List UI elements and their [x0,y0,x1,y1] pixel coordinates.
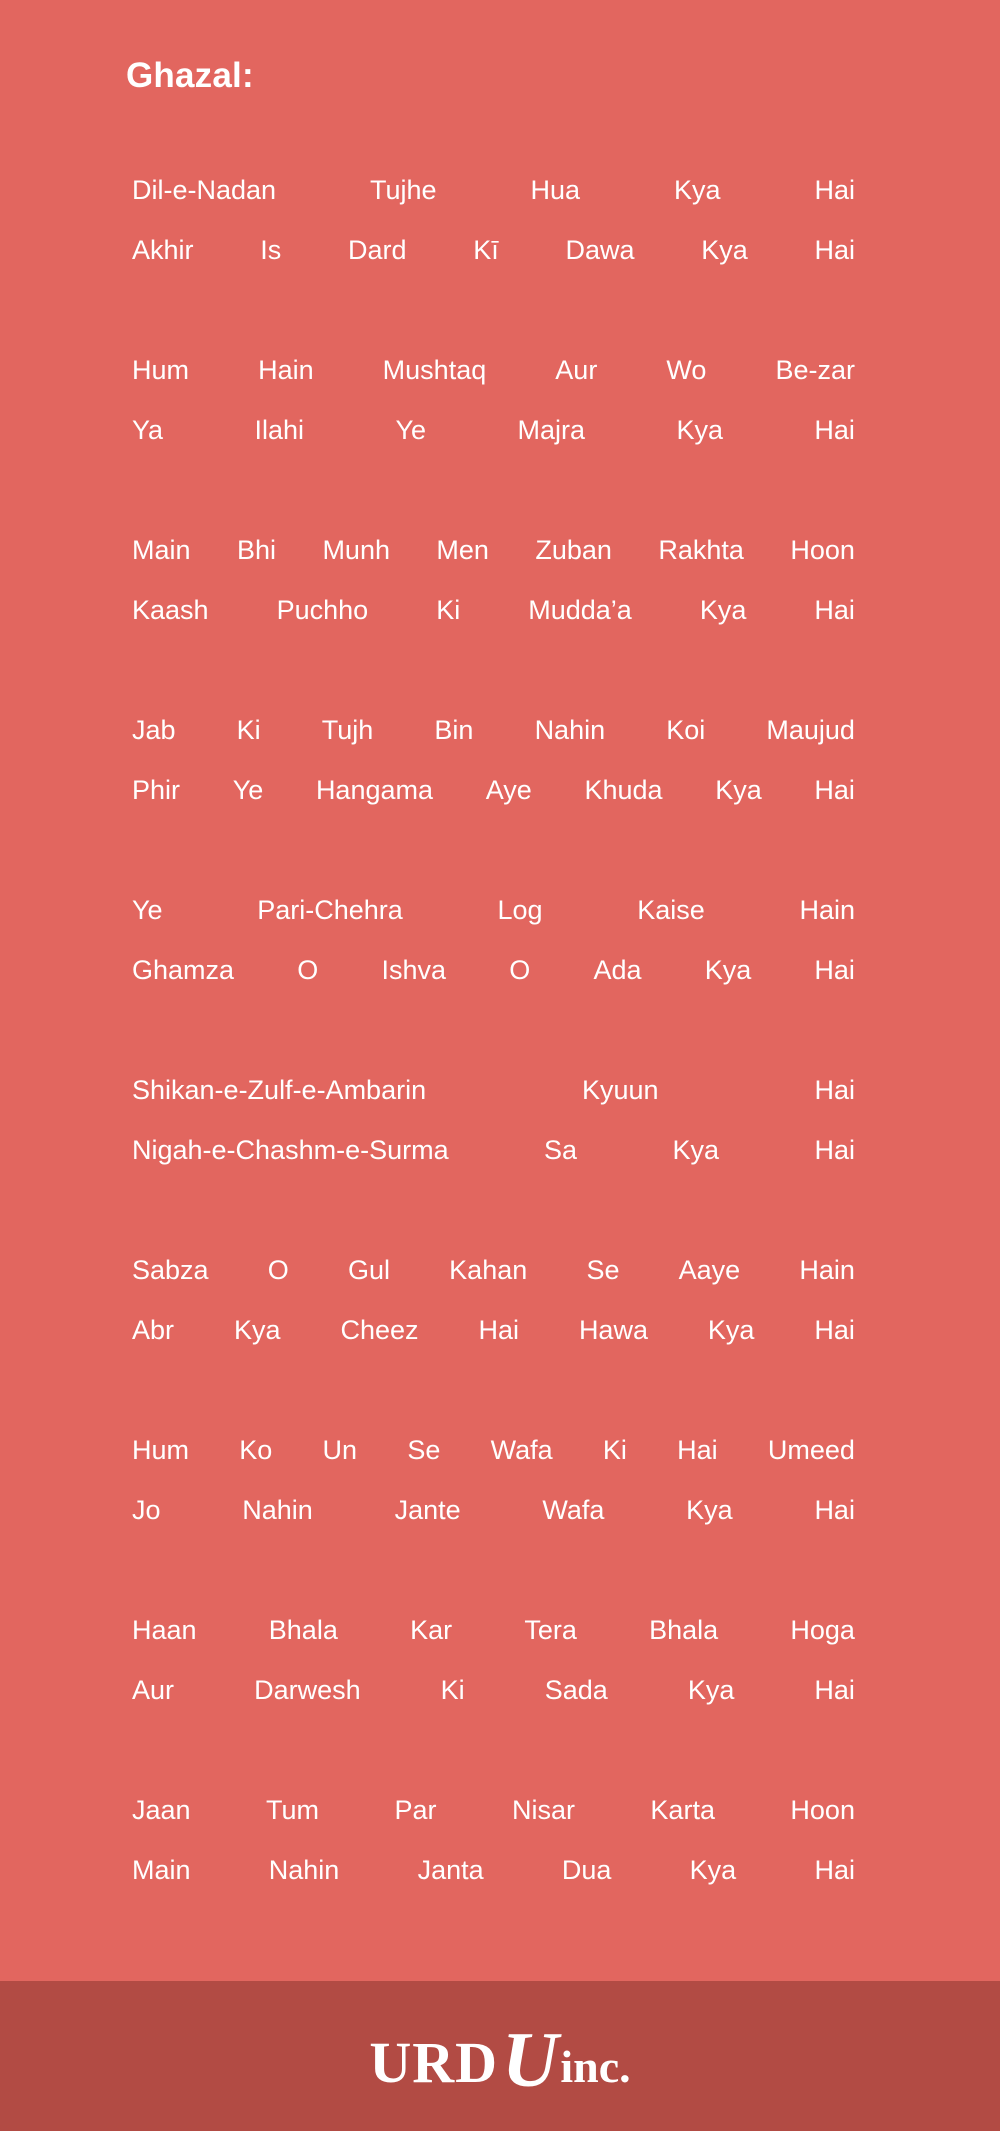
verse-word: Jab [132,715,176,745]
verse-word: Ada [593,955,642,985]
verse-word: Aye [485,775,532,805]
verse-word: Shikan-e-Zulf-e-Ambarin [132,1075,427,1105]
logo-wordmark: URD [369,2030,499,2095]
verse-word: Hoga [790,1615,855,1645]
verse-line [132,940,855,1000]
verse-word: Akhir [132,235,194,265]
verse-word: Kya [704,955,752,985]
verse-word: Mushtaq [382,355,487,385]
verse-line [132,1600,855,1660]
verse-word: Kya [715,775,762,805]
verse-word: Tujhe [370,175,437,205]
verse-word: Hum [132,355,190,385]
verse-word: Abr [132,1315,175,1345]
couplet [132,700,855,880]
verse-word: Kya [707,1315,755,1345]
verse-word: Ya [132,415,164,445]
verse-word: Majra [517,415,585,445]
verse-word: Kī [473,235,499,265]
verse-word: Mudda’a [528,595,632,625]
verse-word: Kya [689,1855,737,1885]
verse-word: Hai [814,775,855,805]
verse-word: Bhala [268,1615,338,1645]
verse-word: Kaash [132,595,209,625]
verse-line [132,880,855,940]
verse-word: O [509,955,531,985]
verse-word: Un [322,1435,358,1465]
verse-word: Dawa [565,235,635,265]
verse-line [132,400,855,460]
verse-word: Jaan [132,1795,191,1825]
verse-word: Hai [814,595,855,625]
verse-word: Ilahi [254,415,305,445]
verse-word: Tujh [321,715,374,745]
verse-line [132,760,855,820]
verse-word: Hai [814,415,855,445]
verse-word: Aaye [678,1255,741,1285]
verse-line [132,1780,855,1840]
verse-word: Phir [132,775,181,805]
verse-word: Maujud [766,715,855,745]
verse-word: Munh [322,535,390,565]
verse-word: O [267,1255,289,1285]
verse-word: Ki [602,1435,627,1465]
verse-word: Sabza [132,1255,209,1285]
verse-word: Kyuun [582,1075,659,1105]
couplet [132,1240,855,1420]
verse-word: Log [497,895,543,925]
verse-word: Hai [814,175,855,205]
verse-line [132,220,855,280]
verse-word: Umeed [767,1435,855,1465]
couplet [132,1420,855,1600]
verse-word: Wafa [542,1495,605,1525]
footer-bar [0,1981,1000,2131]
verse-word: Hum [132,1435,190,1465]
verse-word: Nisar [511,1795,575,1825]
verse-word: Dua [561,1855,612,1885]
verse-word: Hangama [315,775,434,805]
verse-word: Janta [417,1855,484,1885]
verse-word: Hai [677,1435,718,1465]
verse-word: Kahan [449,1255,528,1285]
couplet [132,340,855,520]
verse-word: Darwesh [254,1675,361,1705]
verse-word: Wo [666,355,707,385]
verse-word: Nahin [534,715,606,745]
verse-word: Jo [132,1495,161,1525]
verse-line [132,520,855,580]
verse-word: Hai [814,1675,855,1705]
verse-word: Pari-Chehra [257,895,403,925]
verse-word: Nahin [268,1855,340,1885]
verse-word: Tera [524,1615,577,1645]
verse-word: Koi [666,715,706,745]
verse-word: Se [407,1435,441,1465]
verse-word: Is [260,235,282,265]
verse-word: Zuban [535,535,612,565]
verse-line [132,1420,855,1480]
verse-word: Nahin [242,1495,313,1525]
verse-word: Hai [814,1075,855,1105]
verse-word: Kya [672,1135,720,1165]
verse-word: Sa [544,1135,578,1165]
verse-word: Ye [395,415,427,445]
verse-word: Hai [814,1855,855,1885]
verse-word: Kar [410,1615,453,1645]
verse-word: Main [132,535,191,565]
verse-word: Main [132,1855,191,1885]
couplet [132,1600,855,1780]
verse-word: Hai [478,1315,519,1345]
verse-word: Hai [814,955,855,985]
verse-word: Nigah-e-Chashm-e-Surma [132,1135,449,1165]
verse-word: O [297,955,319,985]
verse-line [132,1480,855,1540]
verse-line [132,1240,855,1300]
verse-word: Kya [233,1315,281,1345]
verse-word: Kya [699,595,747,625]
verse-word: Dil-e-Nadan [132,175,277,205]
verse-word: Par [394,1795,437,1825]
verse-word: Rakhta [658,535,744,565]
verse-word: Men [436,535,489,565]
verse-line [132,1300,855,1360]
verse-word: Hai [814,1315,855,1345]
verse-word: Wafa [490,1435,553,1465]
verse-word: Kya [676,415,723,445]
couplet [132,1780,855,1960]
verse-word: Hua [530,175,581,205]
verse-word: Ki [236,715,261,745]
verse-line [132,340,855,400]
verse-word: Hoon [790,535,855,565]
verse-word: Karta [650,1795,715,1825]
verse-word: Haan [132,1615,197,1645]
verse-word: Tum [266,1795,320,1825]
verse-line [132,580,855,640]
verse-word: Hain [258,355,314,385]
verse-word: Hai [814,1495,855,1525]
verse-line [132,1840,855,1900]
verse-word: Bhala [649,1615,719,1645]
verse-word: Bin [434,715,474,745]
verse-word: Hain [799,895,855,925]
verse-word: Ye [132,895,163,925]
verse-word: Hain [799,1255,855,1285]
verse-line [132,1660,855,1720]
logo-suffix: inc. [560,2041,631,2092]
verse-word: Bhi [236,535,276,565]
verse-word: Gul [347,1255,390,1285]
verse-word: Khuda [584,775,663,805]
verse-word: Cheez [340,1315,419,1345]
verse-word: Ki [436,595,461,625]
verse-word: Hoon [790,1795,855,1825]
couplet [132,520,855,700]
verse-word: Sada [544,1675,608,1705]
couplet [132,1060,855,1240]
verse-word: Kaise [637,895,705,925]
verse-word: Se [586,1255,620,1285]
verse-word: Puchho [276,595,369,625]
verse-line [132,1120,855,1180]
verse-word: Ki [440,1675,465,1705]
couplet [132,880,855,1060]
verse-word: Hai [814,1135,855,1165]
verse-word: Kya [701,235,748,265]
verse-word: Dard [347,235,407,265]
verse-line [132,1060,855,1120]
verse-word: Jante [394,1495,461,1525]
urdu-inc-logo[interactable] [369,2016,631,2103]
verse-word: Kya [687,1675,735,1705]
page-title: Ghazal: [126,56,254,95]
verse-word: Aur [555,355,598,385]
verse-word: Aur [132,1675,175,1705]
verse-word: Hai [814,235,855,265]
verse-line [132,160,855,220]
verse-word: Ghamza [132,955,235,985]
verse-word: Kya [686,1495,733,1525]
couplet [132,160,855,340]
verse-word: Hawa [578,1315,648,1345]
verse-word: Ye [232,775,264,805]
verse-word: Be-zar [775,355,855,385]
verse-word: Ishva [381,955,447,985]
verse-word: Ko [239,1435,273,1465]
logo-u-glyph: U [502,2016,559,2103]
verse-word: Kya [674,175,721,205]
verse-line [132,700,855,760]
couplet-list [132,160,855,1960]
